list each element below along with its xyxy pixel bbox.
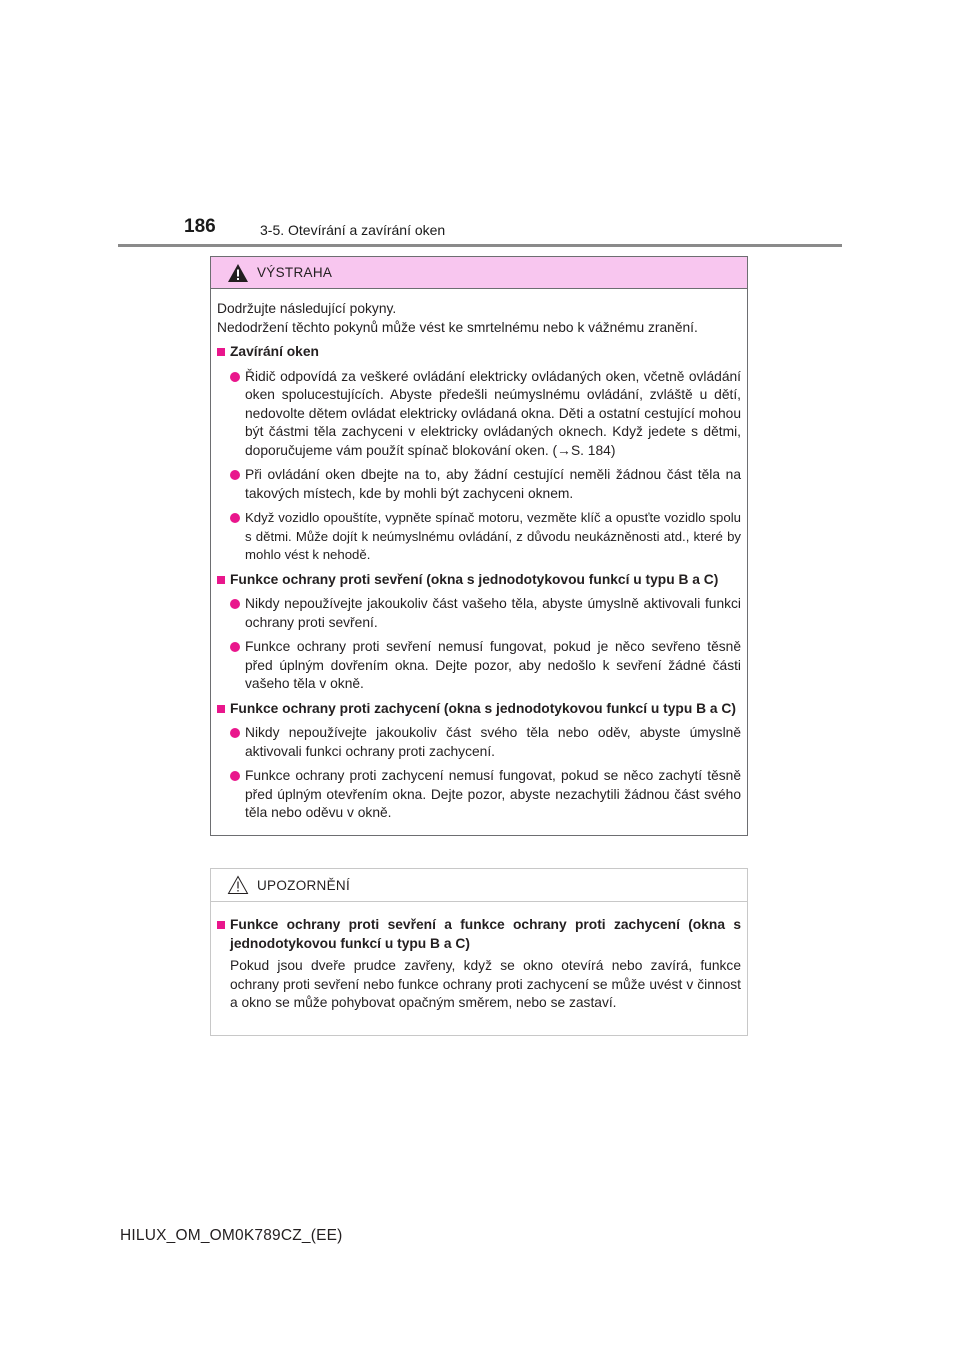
square-bullet-icon (217, 921, 225, 929)
circle-bullet-icon (230, 372, 240, 382)
list-item-text: Když vozidlo opouštíte, vypněte spínač motoru, vezměte klíč a opusťte vozidlo spolu s dětmi. Může dojít k neúmyslnému ovládání, z důvodu neukázněnosti atd., které by mohlo vést k nehodě. (245, 510, 741, 562)
caution-header (211, 869, 747, 902)
circle-bullet-icon (230, 470, 240, 480)
square-bullet-icon (217, 576, 225, 584)
warning-section-closing-windows (217, 343, 741, 565)
warning-intro (217, 300, 741, 337)
caution-text: Pokud jsou dveře prudce zavřeny, když se okno otevírá nebo zavírá, funkce ochrany proti sevření nebo funkce ochrany proti zachycení se může uvést v činnost a okno se může pohybovat opačným směrem, nebo se zastaví. (230, 958, 741, 1010)
caution-section (217, 916, 741, 1013)
circle-bullet-icon (230, 513, 240, 523)
warning-body (211, 289, 747, 835)
header-divider (118, 244, 842, 247)
section-heading (217, 700, 741, 719)
section-heading (217, 916, 741, 953)
warning-header (211, 257, 747, 289)
document-code: HILUX_OM_OM0K789CZ_(EE) (120, 1227, 343, 1244)
list-item-text: Funkce ochrany proti zachycení nemusí fungovat, pokud se něco zachytí těsně před úplným otevřením okna. Dejte pozor, abyste nezachytili žádnou část svého těla nebo oděvu v okně. (245, 768, 741, 820)
warning-intro-line-1: Dodržujte následující pokyny. (217, 301, 397, 316)
warning-title: VÝSTRAHA (257, 265, 333, 280)
page-number: 186 (184, 216, 216, 237)
warning-section-anti-jam (217, 700, 741, 823)
circle-bullet-icon (230, 728, 240, 738)
list-item-text: Nikdy nepoužívejte jakoukoliv část vašeho těla, abyste úmyslně aktivovali funkci ochrany proti sevření. (245, 596, 741, 630)
list-item (230, 368, 741, 461)
list-item-text: Řidič odpovídá za veškeré ovládání elektricky ovládaných oken, včetně ovládání oken spolucestujících. Abyste předešli neúmyslnému ovládání, zvláště u dětí, nedovolte dětem ovládat elektricky ovládaná okna. Děti a ostatní cestující mohou být částmi těla zachyceni v elektricky ovládaných oknech. Když jedete s dětmi, doporučujeme vám použít spínač blokování oken. (→S. 184) (245, 368, 741, 458)
warning-intro-line-2: Nedodržení těchto pokynů může vést ke smrtelnému nebo k vážnému zranění. (217, 319, 698, 335)
caution-title: UPOZORNĚNÍ (257, 877, 351, 893)
warning-section-anti-pinch (217, 571, 741, 694)
list-item (230, 509, 741, 565)
list-item (230, 466, 741, 503)
section-heading-text: Funkce ochrany proti sevření (okna s jednodotykovou funkcí u typu B a C) (230, 571, 719, 587)
section-heading-text: Funkce ochrany proti zachycení (okna s jednodotykovou funkcí u typu B a C) (230, 700, 736, 716)
section-heading-text: Zavírání oken (230, 344, 319, 359)
warning-box (210, 256, 748, 836)
list-item (230, 724, 741, 761)
list-item (230, 638, 741, 694)
list-item (230, 767, 741, 823)
circle-bullet-icon (230, 642, 240, 652)
list-item (230, 595, 741, 632)
caution-box (210, 868, 748, 1036)
section-title: 3-5. Otevírání a zavírání oken (260, 222, 446, 238)
warning-triangle-icon (227, 263, 249, 283)
section-heading (217, 571, 741, 590)
section-heading-text: Funkce ochrany proti sevření a funkce ochrany proti zachycení (okna s jednodotykovou funkcí u typu B a C) (230, 917, 741, 951)
caution-triangle-icon (227, 875, 249, 895)
list-item-text: Při ovládání oken dbejte na to, aby žádní cestující neměli žádnou část těla na takových místech, kde by mohli být zachyceni oknem. (245, 467, 741, 501)
section-heading (217, 343, 741, 362)
square-bullet-icon (217, 705, 225, 713)
circle-bullet-icon (230, 599, 240, 609)
caution-body (211, 902, 747, 1035)
list-item-text: Nikdy nepoužívejte jakoukoliv část svého těla nebo oděv, abyste úmyslně aktivovali funkci ochrany proti zachycení. (245, 725, 741, 759)
list-item-text: Funkce ochrany proti sevření nemusí fungovat, pokud je něco sevřeno těsně před úplným dovřením okna. Dejte pozor, aby nedošlo k sevření žádné části vašeho těla v okně. (245, 639, 741, 691)
square-bullet-icon (217, 348, 225, 356)
circle-bullet-icon (230, 771, 240, 781)
